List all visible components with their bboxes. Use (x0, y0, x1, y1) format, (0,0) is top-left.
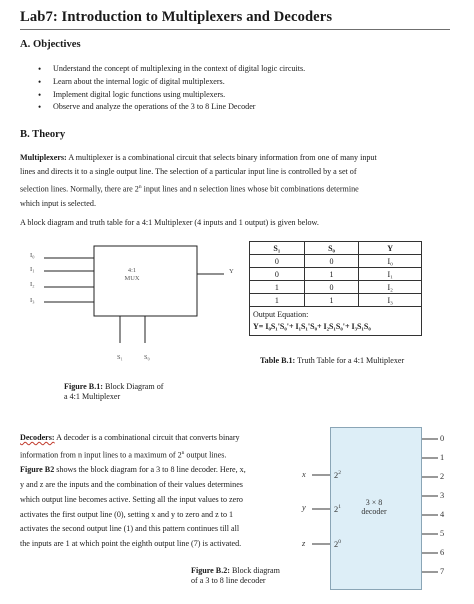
decoder-weight: $2^0$ (334, 539, 341, 549)
table-row (250, 255, 422, 268)
table-cell: I₂ (359, 281, 422, 294)
equation-row (250, 307, 422, 336)
decoder-input-y: y (302, 503, 306, 512)
table-cell: 0 (304, 255, 359, 268)
mux-select-label: S₀ (144, 354, 150, 361)
theory-heading: B. Theory (20, 129, 66, 140)
mux-input-label: I₂ (30, 281, 35, 288)
decoder-label: decoder (361, 507, 387, 516)
table-cell: 0 (250, 268, 305, 281)
mux-input-label: I₀ (30, 252, 35, 259)
table-header-cell: Y (359, 242, 422, 255)
decoders-paragraph: Decoders: A decoder is a combinational circuit that converts binary information from n input lines to a maximum of 2$^n$ output lines. Figure B2 shows the block diagram for a 3 to 8 line decoder. Here, x, y and z are the inputs and the combination of their values determines which output line becomes active. Setting all the input values to zero activates the first output line (0), setting x and y to zero and z to 1 activates the second output line (1) and this pattern continues till all the inputs are 1 at which point the eighth output line (7) is activated. (20, 433, 246, 549)
objectives-list (34, 63, 454, 114)
figure-b2-ref: Figure B2 (20, 465, 55, 475)
table-row (250, 268, 422, 281)
objective-item: • Understand the concept of multiplexing in the context of digital logic circuits. (34, 63, 454, 76)
output-equation: Y= I₀S₁'S₀'+ I₁S₁'S₀+ I₂S₁S₀'+ I₃S₁S₀ (253, 322, 371, 331)
table-cell: 1 (250, 281, 305, 294)
mux-text: which input is selected. (20, 198, 96, 208)
decoder-output-label: 6 (440, 548, 445, 557)
mux-output-label: Y (229, 268, 234, 275)
title-underline (20, 29, 450, 30)
mux-input-label: I₁ (30, 266, 35, 273)
equation-cell (250, 307, 422, 336)
mux-truth-table (249, 241, 422, 336)
decoders-term: Decoders: (20, 433, 55, 442)
mux-text: lines and directs it to a single output line. The selection of a particular input line is controlled by a set of (20, 167, 357, 177)
mux-block-label: 4:1 (127, 267, 137, 274)
decoder-output-label: 2 (440, 472, 445, 481)
table-cell: 1 (250, 294, 305, 307)
decoder-output-label: 7 (440, 567, 445, 576)
table-cell: 1 (304, 294, 359, 307)
decoder-output-label: 0 (440, 434, 445, 443)
table-header-cell: S₀ (304, 242, 359, 255)
table-header-cell: S₁ (250, 242, 305, 255)
objectives-heading: A. Objectives (20, 39, 81, 50)
mux-input-label: I₃ (30, 297, 35, 304)
table-row (250, 294, 422, 307)
table-cell: 0 (250, 255, 305, 268)
decoder-output-label: 5 (440, 529, 445, 538)
mux-text: selection lines. Normally, there are 2$^n$ input lines and n selection lines whose bit combinations determine (20, 183, 359, 194)
table-cell: 1 (304, 268, 359, 281)
decoder-label: 3 × 8 (365, 498, 383, 507)
equation-label: Output Equation: (253, 310, 309, 319)
mux-select-label: S₁ (117, 354, 123, 361)
decoder-input-z: z (302, 539, 306, 548)
objective-item: • Implement digital logic functions using multiplexers. (34, 89, 454, 102)
decoder-input-x: x (302, 470, 306, 479)
objective-item: • Learn about the internal logic of digital multiplexers. (34, 76, 454, 89)
table-header-row (250, 242, 422, 255)
decoder-output-label: 3 (440, 491, 445, 500)
mux-block-diagram (20, 238, 240, 358)
objective-item: • Observe and analyze the operations of the 3 to 8 Line Decoder (34, 101, 454, 114)
table-cell: I₁ (359, 268, 422, 281)
decoder-output-label: 1 (440, 453, 445, 462)
decoder-weight: $2^1$ (334, 504, 341, 514)
mux-block-label: MUX (124, 275, 140, 282)
mux-text: A multiplexer is a combinational circuit that selects binary information from one of many input (66, 153, 377, 162)
table-b1-caption: Table B.1: Truth Table for a 4:1 Multiplexer (260, 356, 405, 365)
figure-b1-caption: Figure B.1: Block Diagram of a 4:1 Multiplexer (64, 382, 164, 401)
multiplexers-term: Multiplexers: (20, 153, 67, 162)
decoder-weight: $2^2$ (334, 470, 341, 480)
figure-b2-caption: Figure B.2: Block diagram of a 3 to 8 line decoder (191, 566, 280, 585)
multiplexer-paragraph (20, 151, 452, 211)
intro-line: A block diagram and truth table for a 4:1 Multiplexer (4 inputs and 1 output) is given below. (20, 218, 319, 227)
page-title: Lab7: Introduction to Multiplexers and Decoders (20, 9, 333, 25)
table-row (250, 281, 422, 294)
table-cell: I₃ (359, 294, 422, 307)
table-cell: 0 (304, 281, 359, 294)
table-cell: I₀ (359, 255, 422, 268)
decoder-output-label: 4 (440, 510, 445, 519)
